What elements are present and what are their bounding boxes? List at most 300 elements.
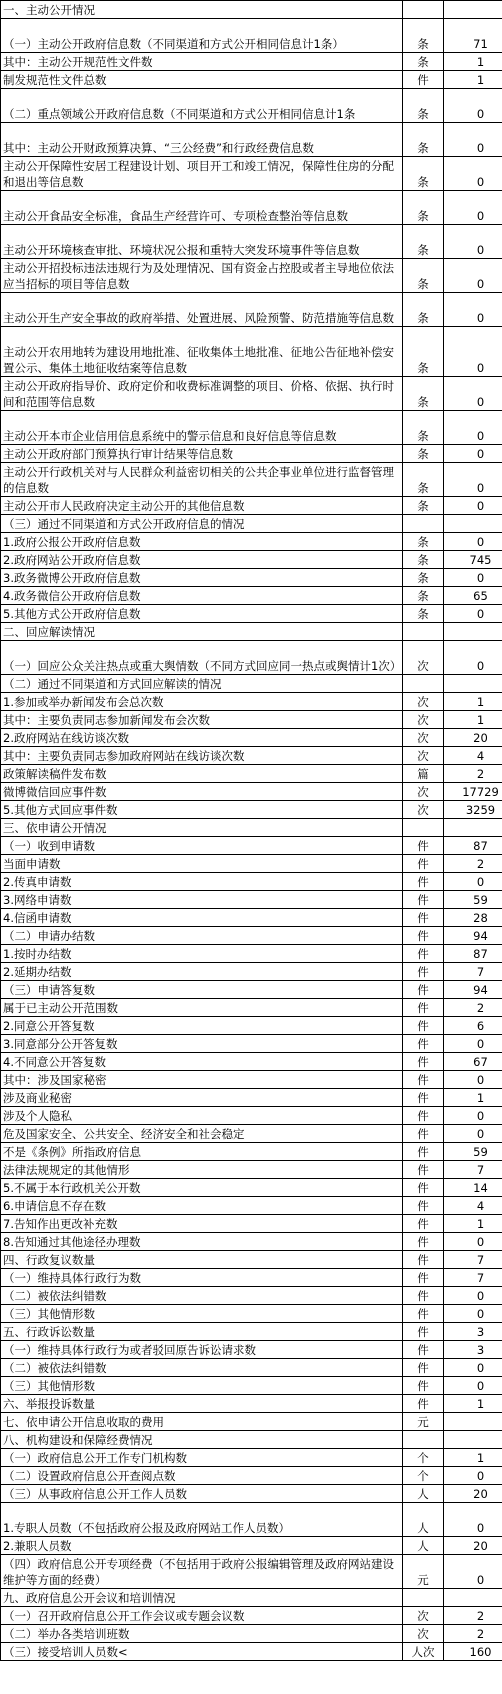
value-cell: 0 xyxy=(444,377,502,411)
table-row xyxy=(1,1431,502,1449)
value-cell: 1 xyxy=(444,1215,502,1233)
value-cell: 87 xyxy=(444,945,502,963)
item-label: 主动公开保障性安居工程建设计划、项目开工和竣工情况，保障性住房的分配和退出等信息数 xyxy=(1,157,403,191)
table-row xyxy=(1,1179,502,1197)
item-label: （二）通过不同渠道和方式回应解读的情况 xyxy=(1,675,403,693)
table-row xyxy=(1,19,502,53)
unit-cell: 个 xyxy=(403,1467,444,1485)
unit-cell: 件 xyxy=(403,855,444,873)
unit-cell: 条 xyxy=(403,497,444,515)
value-cell: 0 xyxy=(444,497,502,515)
table-row xyxy=(1,1287,502,1305)
unit-cell: 件 xyxy=(403,1161,444,1179)
unit-cell: 件 xyxy=(403,981,444,999)
table-row xyxy=(1,909,502,927)
value-cell: 7 xyxy=(444,963,502,981)
value-cell: 20 xyxy=(444,1537,502,1555)
table-row xyxy=(1,873,502,891)
table-row xyxy=(1,1305,502,1323)
unit-cell: 件 xyxy=(403,1287,444,1305)
unit-cell: 条 xyxy=(403,123,444,157)
unit-cell: 篇 xyxy=(403,765,444,783)
table-row xyxy=(1,623,502,641)
value-cell: 1 xyxy=(444,53,502,71)
value-cell: 0 xyxy=(444,191,502,225)
value-cell: 3259 xyxy=(444,801,502,819)
table-row xyxy=(1,1071,502,1089)
unit-cell: 次 xyxy=(403,693,444,711)
item-label: 2.传真申请数 xyxy=(1,873,403,891)
value-cell: 0 xyxy=(444,1287,502,1305)
table-row xyxy=(1,1089,502,1107)
item-label: 四、行政复议数量 xyxy=(1,1251,403,1269)
item-label: 涉及个人隐私 xyxy=(1,1107,403,1125)
table-row xyxy=(1,927,502,945)
item-label: 主动公开行政机关对与人民群众利益密切相关的公共企事业单位进行监督管理的信息数 xyxy=(1,463,403,497)
unit-cell xyxy=(403,1,444,19)
unit-cell: 件 xyxy=(403,837,444,855)
item-label: 主动公开市人民政府决定主动公开的其他信息数 xyxy=(1,497,403,515)
value-cell: 0 xyxy=(444,225,502,259)
table-row xyxy=(1,1,502,19)
unit-cell: 件 xyxy=(403,963,444,981)
table-row xyxy=(1,1607,502,1625)
value-cell: 0 xyxy=(444,1071,502,1089)
item-label: 五、行政诉讼数量 xyxy=(1,1323,403,1341)
unit-cell: 条 xyxy=(403,293,444,327)
value-cell: 4 xyxy=(444,1197,502,1215)
unit-cell: 件 xyxy=(403,1395,444,1413)
unit-cell: 条 xyxy=(403,605,444,623)
table-row xyxy=(1,1035,502,1053)
unit-cell: 件 xyxy=(403,1251,444,1269)
unit-cell: 件 xyxy=(403,891,444,909)
table-row xyxy=(1,783,502,801)
value-cell: 4 xyxy=(444,747,502,765)
value-cell: 87 xyxy=(444,837,502,855)
item-label: （一）政府信息公开工作专门机构数 xyxy=(1,1449,403,1467)
unit-cell: 件 xyxy=(403,1197,444,1215)
unit-cell: 件 xyxy=(403,1215,444,1233)
unit-cell: 件 xyxy=(403,945,444,963)
item-label: （二）被依法纠错数 xyxy=(1,1287,403,1305)
unit-cell xyxy=(403,1589,444,1607)
value-cell: 0 xyxy=(444,1377,502,1395)
value-cell: 94 xyxy=(444,927,502,945)
table-row xyxy=(1,855,502,873)
unit-cell: 件 xyxy=(403,1017,444,1035)
unit-cell: 件 xyxy=(403,873,444,891)
table-row xyxy=(1,191,502,225)
table-row xyxy=(1,1107,502,1125)
table-row xyxy=(1,445,502,463)
value-cell: 0 xyxy=(444,1107,502,1125)
table-row xyxy=(1,377,502,411)
table-row xyxy=(1,945,502,963)
value-cell: 65 xyxy=(444,587,502,605)
unit-cell: 件 xyxy=(403,1089,444,1107)
value-cell: 2 xyxy=(444,1607,502,1625)
item-label: 危及国家安全、公共安全、经济安全和社会稳定 xyxy=(1,1125,403,1143)
unit-cell: 件 xyxy=(403,1377,444,1395)
unit-cell: 次 xyxy=(403,783,444,801)
value-cell: 1 xyxy=(444,693,502,711)
value-cell: 0 xyxy=(444,641,502,675)
table-row xyxy=(1,837,502,855)
table-row xyxy=(1,981,502,999)
value-cell: 0 xyxy=(444,293,502,327)
unit-cell: 条 xyxy=(403,445,444,463)
item-label: 属于已主动公开范围数 xyxy=(1,999,403,1017)
table-row xyxy=(1,1589,502,1607)
item-label: 其中：主要负责同志参加新闻发布会次数 xyxy=(1,711,403,729)
value-cell: 59 xyxy=(444,1143,502,1161)
value-cell: 0 xyxy=(444,605,502,623)
table-row xyxy=(1,891,502,909)
unit-cell: 次 xyxy=(403,747,444,765)
item-label: （三）从事政府信息公开工作人员数 xyxy=(1,1485,403,1503)
unit-cell: 次 xyxy=(403,641,444,675)
unit-cell: 条 xyxy=(403,551,444,569)
value-cell: 94 xyxy=(444,981,502,999)
value-cell: 3 xyxy=(444,1323,502,1341)
table-row xyxy=(1,463,502,497)
value-cell: 7 xyxy=(444,1251,502,1269)
item-label: （二）设置政府信息公开查阅点数 xyxy=(1,1467,403,1485)
unit-cell xyxy=(403,675,444,693)
table-row xyxy=(1,53,502,71)
item-label: 4.不同意公开答复数 xyxy=(1,1053,403,1071)
table-row xyxy=(1,1017,502,1035)
item-label: 其中：主动公开规范性文件数 xyxy=(1,53,403,71)
value-cell: 160 xyxy=(444,1643,502,1661)
table-row xyxy=(1,711,502,729)
table-row xyxy=(1,765,502,783)
table-row xyxy=(1,1377,502,1395)
unit-cell: 元 xyxy=(403,1555,444,1589)
item-label: 1.按时办结数 xyxy=(1,945,403,963)
unit-cell: 件 xyxy=(403,927,444,945)
table-row xyxy=(1,225,502,259)
table-row xyxy=(1,1359,502,1377)
unit-cell: 件 xyxy=(403,1053,444,1071)
item-label: （三）通过不同渠道和方式公开政府信息的情况 xyxy=(1,515,403,533)
table-row xyxy=(1,1503,502,1537)
value-cell xyxy=(444,1431,502,1449)
unit-cell: 件 xyxy=(403,1323,444,1341)
unit-cell: 条 xyxy=(403,411,444,445)
unit-cell: 件 xyxy=(403,1305,444,1323)
unit-cell: 条 xyxy=(403,327,444,377)
table-row xyxy=(1,293,502,327)
item-label: 3.网络申请数 xyxy=(1,891,403,909)
table-row xyxy=(1,1341,502,1359)
table-row xyxy=(1,1485,502,1503)
table-row xyxy=(1,1625,502,1643)
unit-cell: 次 xyxy=(403,1607,444,1625)
table-row xyxy=(1,1143,502,1161)
item-label: 3.同意部分公开答复数 xyxy=(1,1035,403,1053)
item-label: 5.其他方式公开政府信息数 xyxy=(1,605,403,623)
table-row xyxy=(1,1449,502,1467)
value-cell: 0 xyxy=(444,411,502,445)
table-row xyxy=(1,157,502,191)
item-label: 九、政府信息公开会议和培训情况 xyxy=(1,1589,403,1607)
unit-cell: 条 xyxy=(403,569,444,587)
item-label: （一）回应公众关注热点或重大舆情数（不同方式回应同一热点或舆情计1次） xyxy=(1,641,403,675)
table-row xyxy=(1,497,502,515)
table-row xyxy=(1,259,502,293)
unit-cell xyxy=(403,819,444,837)
item-label: 2.政府网站在线访谈次数 xyxy=(1,729,403,747)
item-label: 制发规范性文件总数 xyxy=(1,71,403,89)
unit-cell: 条 xyxy=(403,53,444,71)
value-cell: 0 xyxy=(444,533,502,551)
item-label: 2.延期办结数 xyxy=(1,963,403,981)
unit-cell: 件 xyxy=(403,1071,444,1089)
value-cell: 745 xyxy=(444,551,502,569)
item-label: 4.信函申请数 xyxy=(1,909,403,927)
value-cell: 0 xyxy=(444,463,502,497)
value-cell: 59 xyxy=(444,891,502,909)
table-row xyxy=(1,1413,502,1431)
value-cell: 7 xyxy=(444,1161,502,1179)
unit-cell: 件 xyxy=(403,909,444,927)
value-cell: 2 xyxy=(444,1625,502,1643)
item-label: （一）维持具体行政行为数 xyxy=(1,1269,403,1287)
table-row xyxy=(1,71,502,89)
unit-cell: 次 xyxy=(403,711,444,729)
value-cell: 28 xyxy=(444,909,502,927)
table-body xyxy=(1,1,502,1661)
item-label: （三）申请答复数 xyxy=(1,981,403,999)
value-cell: 0 xyxy=(444,445,502,463)
unit-cell: 件 xyxy=(403,1143,444,1161)
table-row xyxy=(1,963,502,981)
item-label: 七、依申请公开信息收取的费用 xyxy=(1,1413,403,1431)
table-row xyxy=(1,729,502,747)
item-label: 六、举报投诉数量 xyxy=(1,1395,403,1413)
value-cell: 0 xyxy=(444,1503,502,1537)
unit-cell: 件 xyxy=(403,1341,444,1359)
item-label: 1.专职人员数（不包括政府公报及政府网站工作人员数） xyxy=(1,1503,403,1537)
value-cell: 1 xyxy=(444,711,502,729)
item-label: （四）政府信息公开专项经费（不包括用于政府公报编辑管理及政府网站建设维护等方面的经费） xyxy=(1,1555,403,1589)
item-label: 1.参加或举办新闻发布会总次数 xyxy=(1,693,403,711)
item-label: 主动公开政府指导价、政府定价和收费标准调整的项目、价格、依据、执行时间和范围等信息数 xyxy=(1,377,403,411)
item-label: 一、主动公开情况 xyxy=(1,1,403,19)
item-label: 2.同意公开答复数 xyxy=(1,1017,403,1035)
table-row xyxy=(1,1643,502,1661)
unit-cell: 人 xyxy=(403,1537,444,1555)
unit-cell: 人 xyxy=(403,1503,444,1537)
table-row xyxy=(1,551,502,569)
table-row xyxy=(1,1053,502,1071)
unit-cell: 件 xyxy=(403,1269,444,1287)
value-cell: 1 xyxy=(444,1089,502,1107)
unit-cell: 个 xyxy=(403,1449,444,1467)
item-label: 其中：主要负责同志参加政府网站在线访谈次数 xyxy=(1,747,403,765)
item-label: 7.告知作出更改补充数 xyxy=(1,1215,403,1233)
value-cell: 0 xyxy=(444,873,502,891)
value-cell: 1 xyxy=(444,1449,502,1467)
unit-cell: 件 xyxy=(403,1035,444,1053)
value-cell: 6 xyxy=(444,1017,502,1035)
item-label: 5.其他方式回应事件数 xyxy=(1,801,403,819)
table-row xyxy=(1,1251,502,1269)
item-label: 主动公开环境核查审批、环境状况公报和重特大突发环境事件等信息数 xyxy=(1,225,403,259)
item-label: 主动公开农用地转为建设用地批准、征收集体土地批准、征地公告征地补偿安置公示、集体土地征收结案等信息数 xyxy=(1,327,403,377)
item-label: 8.告知通过其他途径办理数 xyxy=(1,1233,403,1251)
item-label: 涉及商业秘密 xyxy=(1,1089,403,1107)
table-row xyxy=(1,801,502,819)
table-row xyxy=(1,1269,502,1287)
table-row xyxy=(1,999,502,1017)
unit-cell: 人 xyxy=(403,1485,444,1503)
item-label: （三）接受培训人员数< xyxy=(1,1643,403,1661)
item-label: 微博微信回应事件数 xyxy=(1,783,403,801)
table-row xyxy=(1,587,502,605)
item-label: （一）主动公开政府信息数（不同渠道和方式公开相同信息计1条） xyxy=(1,19,403,53)
item-label: 2.政府网站公开政府信息数 xyxy=(1,551,403,569)
table-row xyxy=(1,89,502,123)
value-cell xyxy=(444,1413,502,1431)
unit-cell: 条 xyxy=(403,225,444,259)
unit-cell xyxy=(403,515,444,533)
item-label: 3.政务微博公开政府信息数 xyxy=(1,569,403,587)
table-row xyxy=(1,1215,502,1233)
unit-cell: 人次 xyxy=(403,1643,444,1661)
table-row xyxy=(1,1233,502,1251)
item-label: 二、回应解读情况 xyxy=(1,623,403,641)
item-label: （二）重点领域公开政府信息数（不同渠道和方式公开相同信息计1条 xyxy=(1,89,403,123)
table-row xyxy=(1,819,502,837)
unit-cell: 条 xyxy=(403,89,444,123)
value-cell: 0 xyxy=(444,1233,502,1251)
unit-cell: 件 xyxy=(403,1359,444,1377)
item-label: 4.政务微信公开政府信息数 xyxy=(1,587,403,605)
value-cell: 0 xyxy=(444,123,502,157)
value-cell xyxy=(444,623,502,641)
value-cell: 0 xyxy=(444,1305,502,1323)
value-cell: 0 xyxy=(444,1555,502,1589)
unit-cell: 次 xyxy=(403,801,444,819)
unit-cell xyxy=(403,1431,444,1449)
item-label: （一）召开政府信息公开工作会议或专题会议数 xyxy=(1,1607,403,1625)
item-label: 1.政府公报公开政府信息数 xyxy=(1,533,403,551)
unit-cell: 件 xyxy=(403,1233,444,1251)
value-cell: 0 xyxy=(444,1035,502,1053)
item-label: 5.不属于本行政机关公开数 xyxy=(1,1179,403,1197)
table-row xyxy=(1,1467,502,1485)
unit-cell: 条 xyxy=(403,191,444,225)
unit-cell: 条 xyxy=(403,259,444,293)
value-cell xyxy=(444,819,502,837)
value-cell: 2 xyxy=(444,999,502,1017)
value-cell: 2 xyxy=(444,765,502,783)
item-label: 6.申请信息不存在数 xyxy=(1,1197,403,1215)
table-row xyxy=(1,641,502,675)
item-label: 当面申请数 xyxy=(1,855,403,873)
item-label: （一）收到申请数 xyxy=(1,837,403,855)
table-row xyxy=(1,533,502,551)
unit-cell xyxy=(403,623,444,641)
unit-cell: 条 xyxy=(403,463,444,497)
unit-cell: 次 xyxy=(403,729,444,747)
unit-cell: 件 xyxy=(403,1179,444,1197)
item-label: 主动公开招投标违法违规行为及处理情况、国有资金占控股或者主导地位依法应当招标的项目等信息数 xyxy=(1,259,403,293)
item-label: （二）申请办结数 xyxy=(1,927,403,945)
item-label: 其中：涉及国家秘密 xyxy=(1,1071,403,1089)
item-label: （三）其他情形数 xyxy=(1,1377,403,1395)
unit-cell: 条 xyxy=(403,19,444,53)
value-cell xyxy=(444,515,502,533)
item-label: （二）举办各类培训班数 xyxy=(1,1625,403,1643)
unit-cell: 元 xyxy=(403,1413,444,1431)
unit-cell: 件 xyxy=(403,71,444,89)
table-row xyxy=(1,515,502,533)
unit-cell: 件 xyxy=(403,1125,444,1143)
item-label: （二）被依法纠错数 xyxy=(1,1359,403,1377)
table-row xyxy=(1,1161,502,1179)
table-row xyxy=(1,605,502,623)
value-cell: 7 xyxy=(444,1269,502,1287)
value-cell: 0 xyxy=(444,1359,502,1377)
item-label: 三、依申请公开情况 xyxy=(1,819,403,837)
unit-cell: 件 xyxy=(403,1107,444,1125)
value-cell: 20 xyxy=(444,729,502,747)
item-label: （三）其他情形数 xyxy=(1,1305,403,1323)
unit-cell: 条 xyxy=(403,157,444,191)
value-cell: 17729 xyxy=(444,783,502,801)
value-cell: 1 xyxy=(444,1395,502,1413)
table-row xyxy=(1,1395,502,1413)
value-cell: 3 xyxy=(444,1341,502,1359)
value-cell: 2 xyxy=(444,855,502,873)
table-row xyxy=(1,123,502,157)
table-row xyxy=(1,1555,502,1589)
table-row xyxy=(1,1125,502,1143)
value-cell: 0 xyxy=(444,1125,502,1143)
table-row xyxy=(1,1323,502,1341)
value-cell: 0 xyxy=(444,89,502,123)
table-row xyxy=(1,1197,502,1215)
unit-cell: 条 xyxy=(403,377,444,411)
value-cell: 1 xyxy=(444,71,502,89)
value-cell: 71 xyxy=(444,19,502,53)
table-row xyxy=(1,675,502,693)
unit-cell: 条 xyxy=(403,533,444,551)
value-cell xyxy=(444,675,502,693)
item-label: 主动公开本市企业信用信息系统中的警示信息和良好信息等信息数 xyxy=(1,411,403,445)
table-row xyxy=(1,693,502,711)
table-row xyxy=(1,747,502,765)
unit-cell: 条 xyxy=(403,587,444,605)
table-row xyxy=(1,327,502,377)
item-label: 政策解读稿件发布数 xyxy=(1,765,403,783)
value-cell: 67 xyxy=(444,1053,502,1071)
item-label: 法律法规规定的其他情形 xyxy=(1,1161,403,1179)
value-cell xyxy=(444,1,502,19)
value-cell: 0 xyxy=(444,1467,502,1485)
unit-cell: 次 xyxy=(403,1625,444,1643)
value-cell xyxy=(444,1589,502,1607)
item-label: （一）维持具体行政行为或者驳回原告诉讼请求数 xyxy=(1,1341,403,1359)
value-cell: 0 xyxy=(444,259,502,293)
item-label: 主动公开政府部门预算执行审计结果等信息数 xyxy=(1,445,403,463)
unit-cell: 件 xyxy=(403,999,444,1017)
table-row xyxy=(1,569,502,587)
